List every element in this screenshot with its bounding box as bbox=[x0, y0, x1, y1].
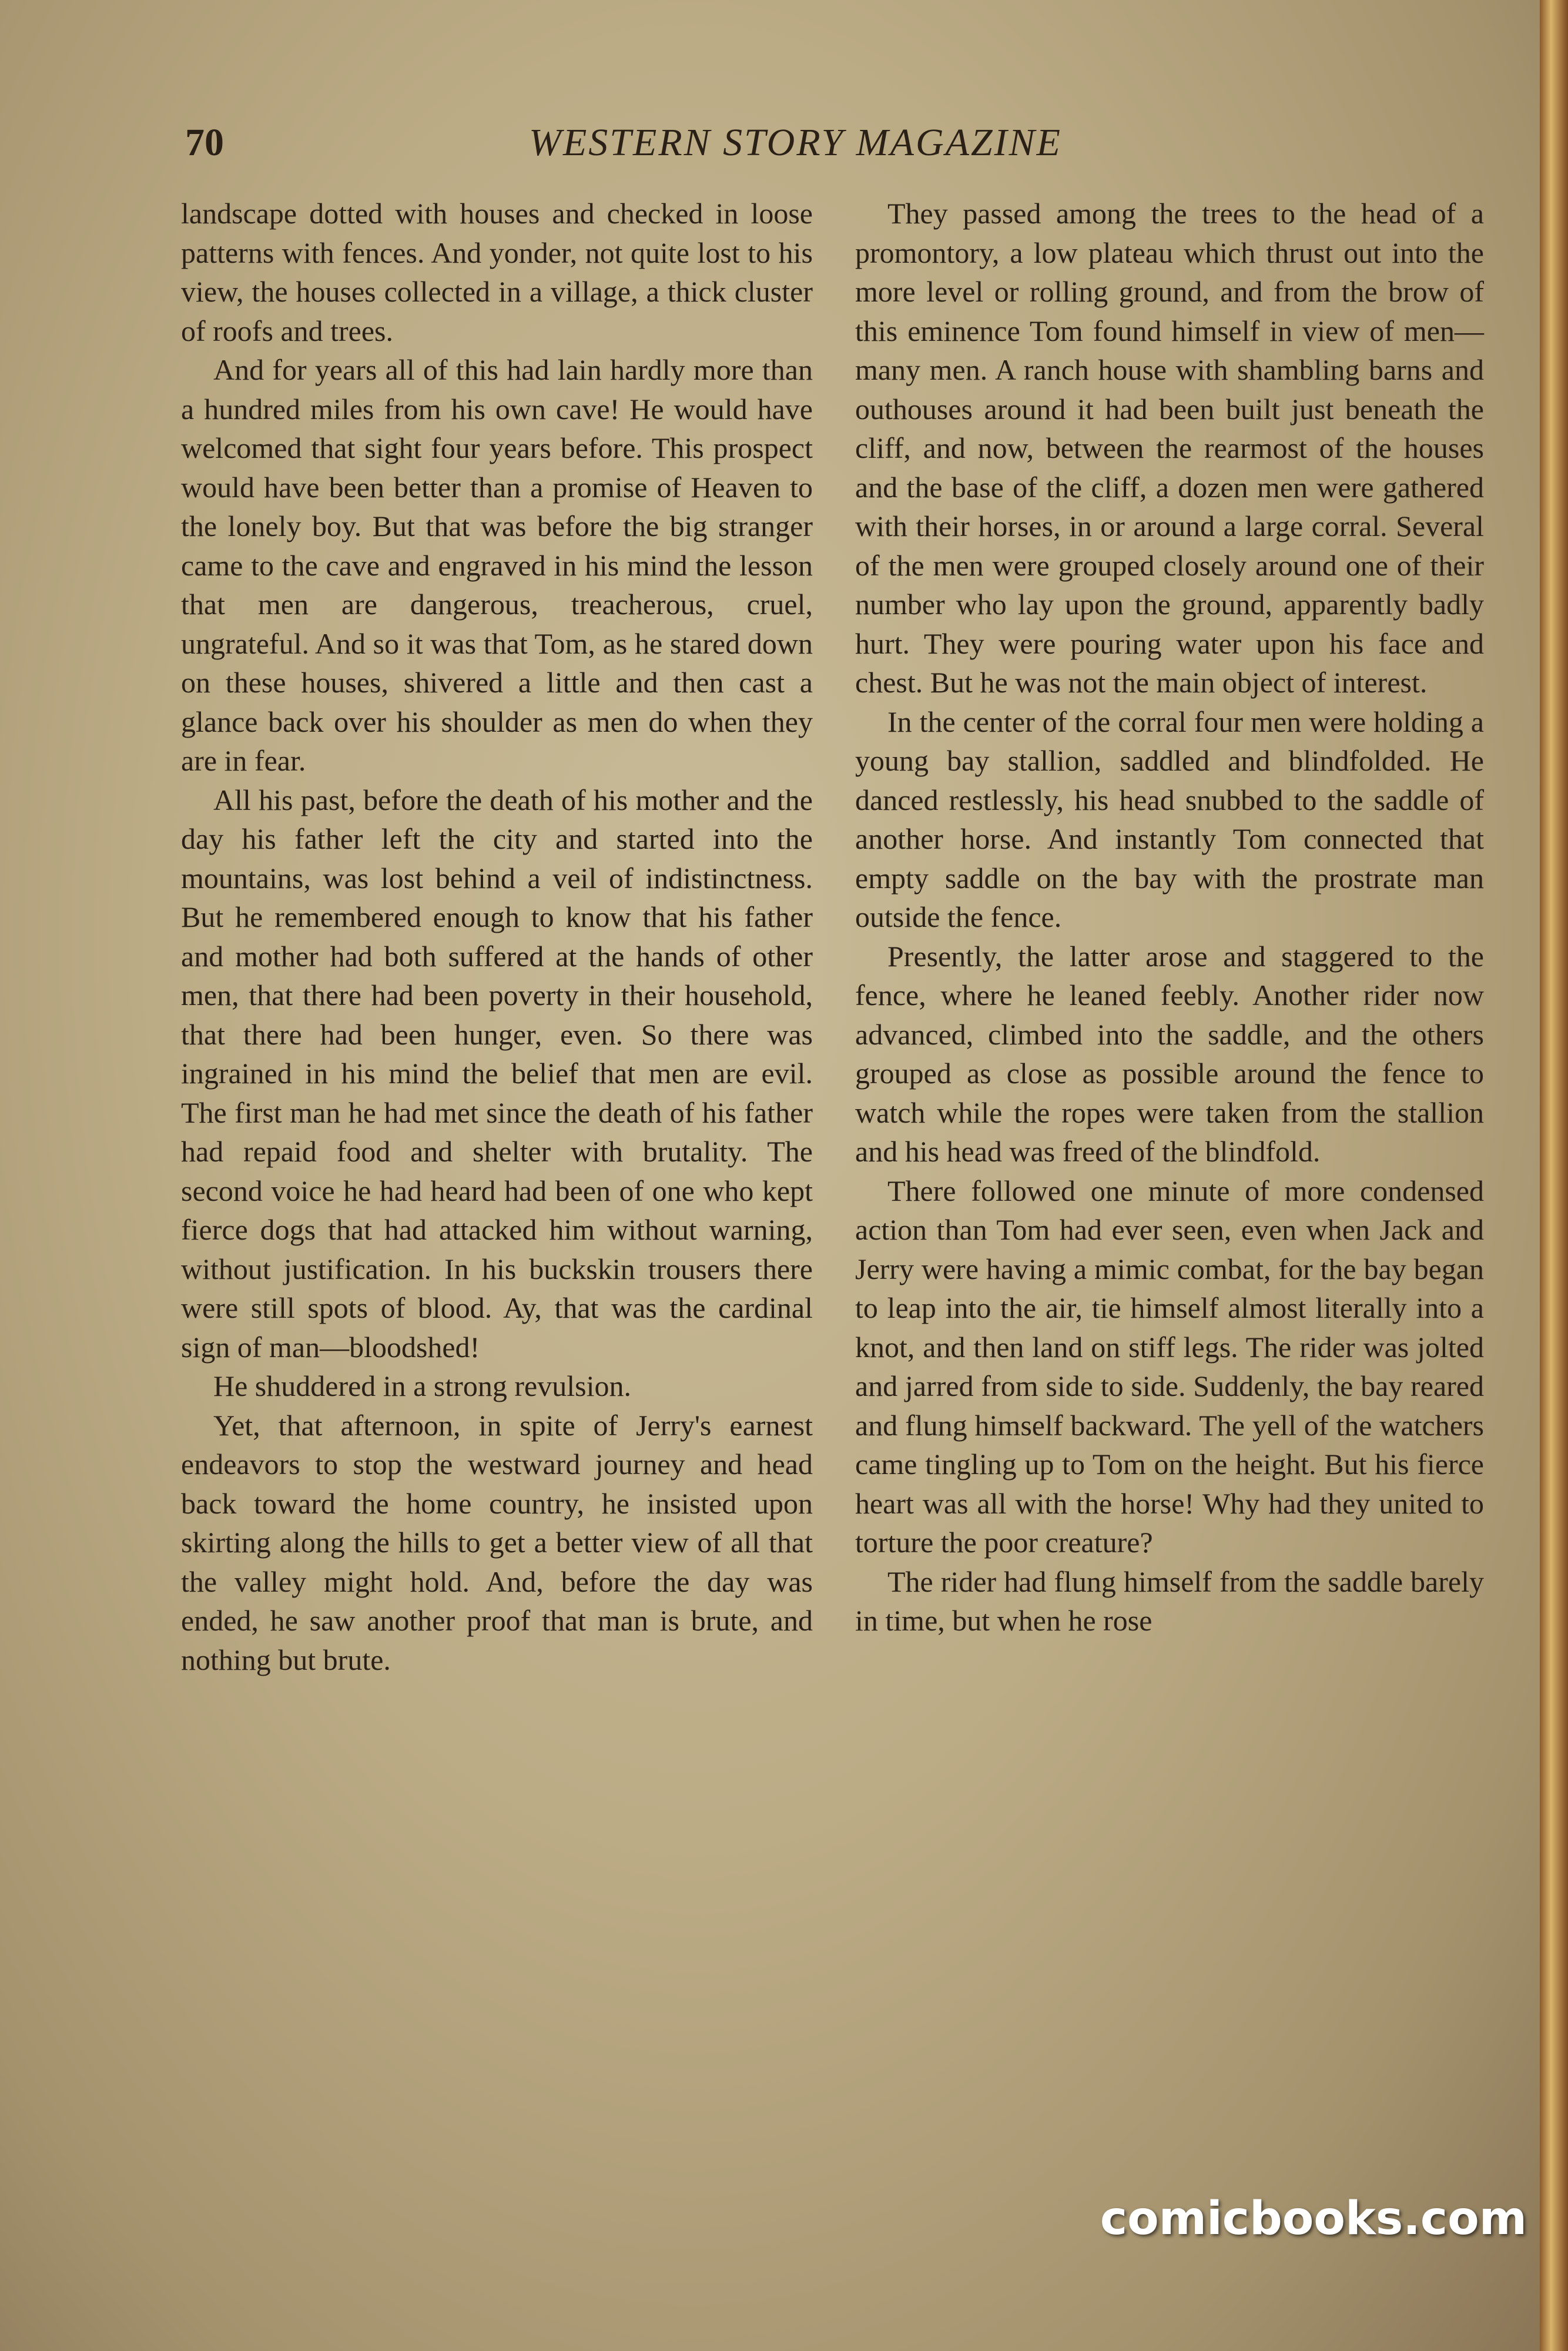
page-spine-edge bbox=[1540, 0, 1568, 2351]
watermark-text: comicbooks.com bbox=[1100, 2192, 1527, 2245]
paragraph: landscape dotted with houses and checked in loose patterns with fences. And yonder, not quite lost to his view, the houses collected in a village, a thick cluster of roofs and trees. bbox=[181, 197, 813, 347]
paragraph: And for years all of this had lain hardly more than a hundred miles from his own cave! He would have welcomed that sight four years before. This prospect would have been better than a promise of Heaven to the lonely boy. But that was before the big stranger came to the cave and engraved in his mind the lesson that men are dangerous, treacherous, cruel, ungrateful. And so it was that Tom, as he stared down on these houses, shivered a little and then cast a glance back over his shoulder as men do when they are in fear. bbox=[181, 353, 813, 777]
paragraph: All his past, before the death of his mother and the day his father left the city and started into the mountains, was lost behind a veil of indistinctness. But he remembered enough to know that his father and mother had both suffered at the hands of other men, that there had been poverty in their household, that there had been hunger, even. So there was ingrained in his mind the belief that men are evil. The first man he had met since the death of his father had repaid food and shelter with brutality. The second voice he had heard had been of one who kept fierce dogs that had attacked him without warning, without justification. In his buckskin trousers there were still spots of blood. Ay, that was the cardinal sign of man—bloodshed! bbox=[181, 783, 813, 1364]
paragraph: They passed among the trees to the head of a promontory, a low plateau which thrust out into the more level or rolling ground, and from the brow of this eminence Tom found himself in view of men—many men. A ranch house with shambling barns and outhouses around it had been built just beneath the cliff, and now, between the rearmost of the houses and the base of the cliff, a dozen men were gathered with their horses, in or around a large corral. Several of the men were grouped closely around one of their number who lay upon the ground, apparently badly hurt. They were pouring water upon his face and chest. But he was not the main object of interest. bbox=[855, 197, 1484, 699]
paragraph: In the center of the corral four men were holding a young bay stallion, saddled and blindfolded. He danced restlessly, his head snubbed to the saddle of another horse. And instantly Tom connected that empty saddle on the bay with the prostrate man outside the fence. bbox=[855, 705, 1484, 933]
paragraph: He shuddered in a strong revulsion. bbox=[213, 1369, 631, 1402]
page-number: 70 bbox=[185, 121, 224, 164]
paragraph: There followed one minute of more condensed action than Tom had ever seen, even when Jack and Jerry were having a mimic combat, for the bay began to leap into the air, tie himself almost literally into a knot, and then land on stiff legs. The rider was jolted and jarred from side to side. Suddenly, the bay reared and flung himself backward. The yell of the watchers came tingling up to Tom on the height. But his fierce heart was all with the horse! Why had they united to torture the poor creature? bbox=[855, 1174, 1484, 1559]
running-title: WESTERN STORY MAGAZINE bbox=[529, 121, 1062, 164]
page-header bbox=[0, 120, 1540, 168]
paragraph: The rider had flung himself from the saddle barely in time, but when he rose bbox=[855, 1565, 1484, 1637]
paragraph: Presently, the latter arose and staggered to the fence, where he leaned feebly. Another rider now advanced, climbed into the saddle, and the others grouped as close as possible around the fence to watch while the ropes were taken from the stallion and his head was freed of the blindfold. bbox=[855, 939, 1484, 1168]
right-column bbox=[855, 194, 1484, 1640]
paragraph: Yet, that afternoon, in spite of Jerry's earnest endeavors to stop the westward journey and head back toward the home country, he insisted upon skirting along the hills to get a better view of all that the valley might hold. And, before the day was ended, he saw another proof that man is brute, and nothing but brute. bbox=[181, 1408, 813, 1676]
left-column bbox=[181, 194, 813, 1679]
